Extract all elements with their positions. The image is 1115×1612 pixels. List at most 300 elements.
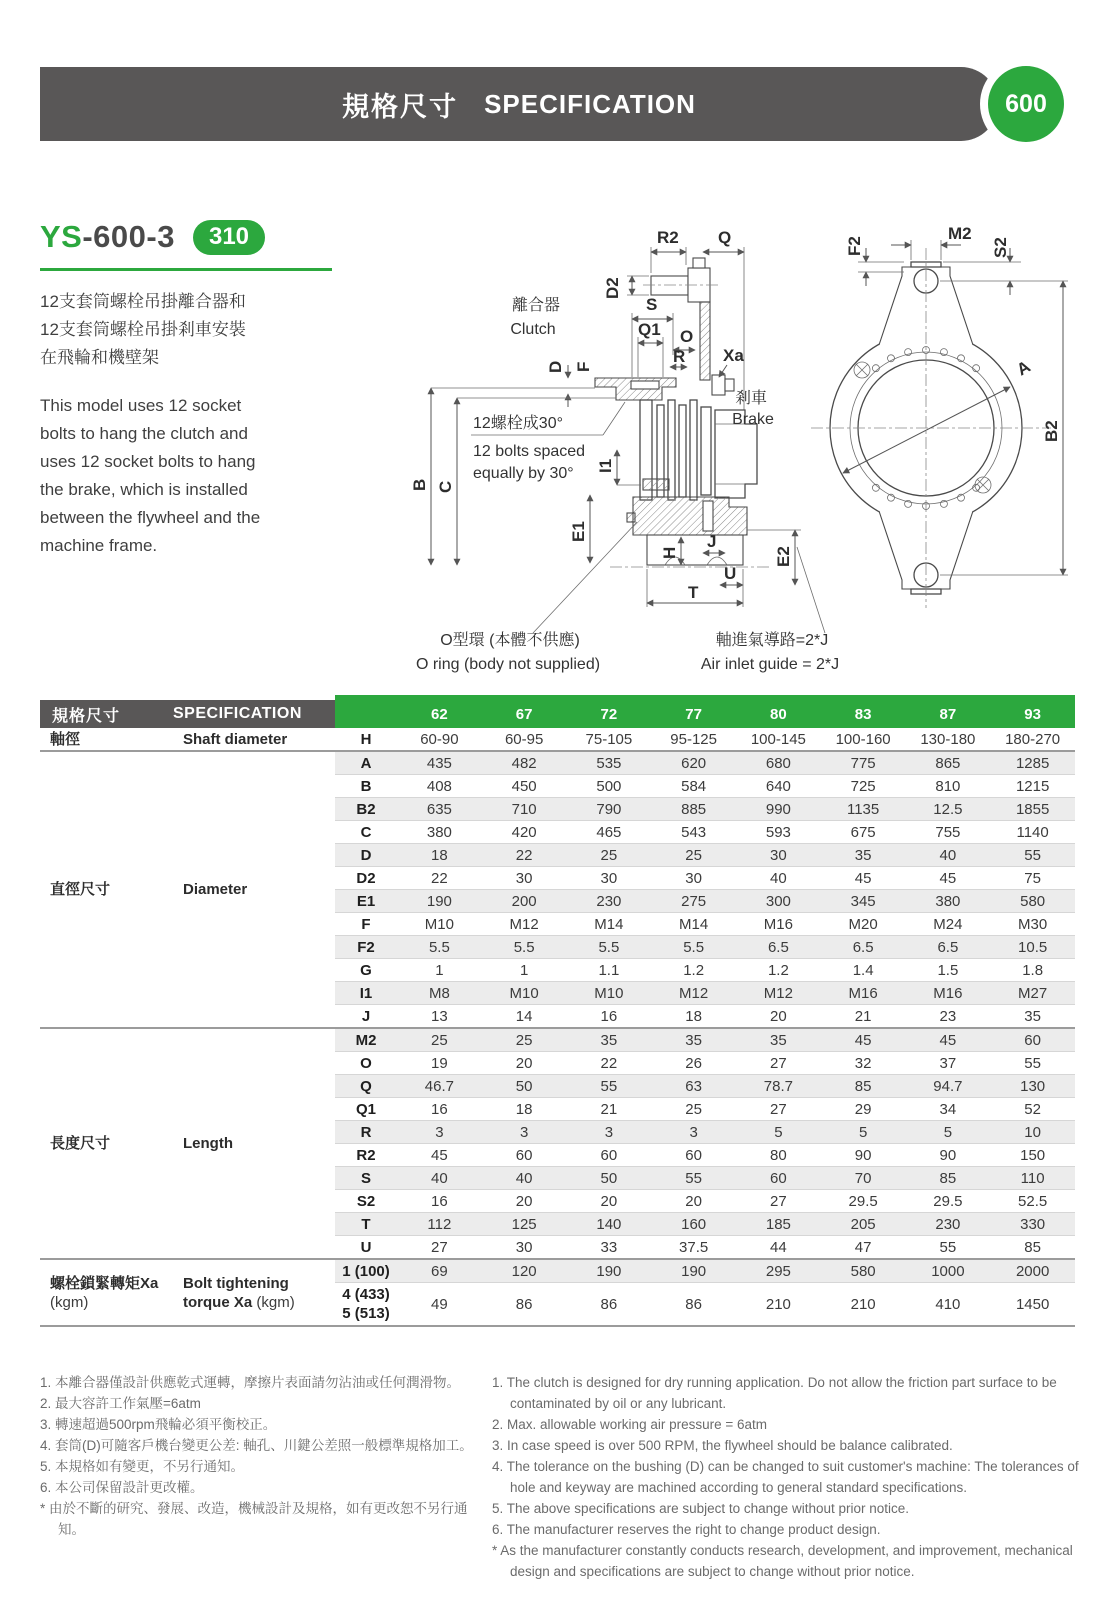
cell-value: 40 bbox=[906, 844, 991, 867]
note-line: 3. In case speed is over 500 RPM, the flywheel should be balance calibrated. bbox=[492, 1438, 953, 1453]
cell-value: 990 bbox=[736, 798, 821, 821]
description-zh-line: 在飛輪和機壁架 bbox=[40, 348, 159, 367]
row-letter: F2 bbox=[335, 936, 397, 959]
cell-value: 100-160 bbox=[821, 728, 906, 751]
cell-value: 295 bbox=[736, 1259, 821, 1283]
cell-value: 49 bbox=[397, 1283, 482, 1327]
cell-value: 80 bbox=[736, 1144, 821, 1167]
cell-value: 112 bbox=[397, 1213, 482, 1236]
cell-value: 50 bbox=[567, 1167, 652, 1190]
dim-F: F bbox=[574, 361, 593, 372]
group-label-en: Length bbox=[173, 1028, 335, 1259]
cell-value: 55 bbox=[990, 1052, 1075, 1075]
cell-value: 70 bbox=[821, 1167, 906, 1190]
cell-value: 52 bbox=[990, 1098, 1075, 1121]
cell-value: 22 bbox=[397, 867, 482, 890]
cell-value: 3 bbox=[567, 1121, 652, 1144]
row-letter: J bbox=[335, 1005, 397, 1029]
dim-Xa: Xa bbox=[723, 346, 744, 365]
cell-value: 755 bbox=[906, 821, 991, 844]
cell-value: 710 bbox=[482, 798, 567, 821]
cell-value: 810 bbox=[906, 775, 991, 798]
cell-value: 18 bbox=[397, 844, 482, 867]
cell-value: 55 bbox=[906, 1236, 991, 1260]
cell-value: 69 bbox=[397, 1259, 482, 1283]
cell-value: 85 bbox=[821, 1075, 906, 1098]
cell-value: 14 bbox=[482, 1005, 567, 1029]
cell-value: 5 bbox=[821, 1121, 906, 1144]
row-letter: S bbox=[335, 1167, 397, 1190]
cell-value: 45 bbox=[906, 867, 991, 890]
cell-value: 465 bbox=[567, 821, 652, 844]
cell-value: 40 bbox=[397, 1167, 482, 1190]
cell-value: 1.5 bbox=[906, 959, 991, 982]
cell-value: 25 bbox=[651, 1098, 736, 1121]
dim-B2: B2 bbox=[1042, 420, 1061, 442]
model-suffix: -600-3 bbox=[82, 219, 175, 254]
row-letter: D bbox=[335, 844, 397, 867]
label-oring-en: O ring (body not supplied) bbox=[415, 656, 601, 673]
cell-value: 85 bbox=[906, 1167, 991, 1190]
cell-value: 86 bbox=[651, 1283, 736, 1327]
note-line: * 由於不斷的研究、發展、改造，機械設計及規格，如有更改恕不另行通知。 bbox=[40, 1501, 468, 1537]
footnotes-zh bbox=[40, 1372, 492, 1540]
cell-value: 200 bbox=[482, 890, 567, 913]
cell-value: 23 bbox=[906, 1005, 991, 1029]
note-bolts-zh: 12螺栓成30° bbox=[473, 415, 563, 432]
label-air-zh: 軸進氣導路=2*J bbox=[715, 632, 829, 649]
cell-value: 3 bbox=[482, 1121, 567, 1144]
group-label-zh: 軸徑 bbox=[40, 728, 173, 751]
row-letter: O bbox=[335, 1052, 397, 1075]
cell-value: 543 bbox=[651, 821, 736, 844]
table-row bbox=[40, 1259, 1075, 1283]
dim-A: A bbox=[1013, 356, 1034, 380]
cell-value: 1285 bbox=[990, 751, 1075, 775]
cell-value: 640 bbox=[736, 775, 821, 798]
dim-T: T bbox=[688, 583, 699, 602]
cell-value: 5.5 bbox=[567, 936, 652, 959]
cell-value: 120 bbox=[482, 1259, 567, 1283]
note-bolts-en2: equally by 30° bbox=[473, 465, 574, 482]
cell-value: 29.5 bbox=[821, 1190, 906, 1213]
group-label-zh: 螺栓鎖緊轉矩Xa (kgm) bbox=[40, 1259, 173, 1326]
note-bolts-en1: 12 bolts spaced bbox=[473, 443, 586, 460]
cell-value: 330 bbox=[990, 1213, 1075, 1236]
row-letter: B2 bbox=[335, 798, 397, 821]
row-letter: F bbox=[335, 913, 397, 936]
row-letter: S2 bbox=[335, 1190, 397, 1213]
cell-value: M20 bbox=[821, 913, 906, 936]
cell-value: 125 bbox=[482, 1213, 567, 1236]
cell-value: 46.7 bbox=[397, 1075, 482, 1098]
note-line: 3. 轉速超過500rpm飛輪必須平衡校正。 bbox=[40, 1417, 277, 1432]
dim-J: J bbox=[707, 532, 717, 551]
cell-value: 35 bbox=[990, 1005, 1075, 1029]
cell-value: 300 bbox=[736, 890, 821, 913]
row-letter: 4 (433) 5 (513) bbox=[335, 1283, 397, 1327]
dim-S: S bbox=[646, 295, 658, 314]
model-title-row bbox=[40, 219, 265, 255]
cell-value: 45 bbox=[821, 867, 906, 890]
cell-value: 60 bbox=[651, 1144, 736, 1167]
size-column-header: 77 bbox=[651, 700, 736, 728]
cell-value: 37 bbox=[906, 1052, 991, 1075]
size-column-header: 80 bbox=[736, 700, 821, 728]
cell-value: 1855 bbox=[990, 798, 1075, 821]
dim-E1: E1 bbox=[569, 521, 588, 542]
cell-value: 100-145 bbox=[736, 728, 821, 751]
table-header-en: SPECIFICATION bbox=[173, 705, 302, 722]
cell-value: 20 bbox=[736, 1005, 821, 1029]
description-zh-line: 12支套筒螺栓吊掛離合器和 bbox=[40, 292, 246, 311]
group-label-en: Bolt tightening torque Xa (kgm) bbox=[173, 1259, 335, 1326]
dim-Q: Q bbox=[718, 228, 732, 247]
dim-Q1: Q1 bbox=[638, 320, 661, 339]
row-letter: Q bbox=[335, 1075, 397, 1098]
description-en: This model uses 12 socket bolts to hang the clutch and uses 12 socket bolts to hang the brake, which is installed between the flywheel and the machine frame. bbox=[40, 396, 261, 555]
cell-value: 20 bbox=[567, 1190, 652, 1213]
cell-value: 775 bbox=[821, 751, 906, 775]
size-column-header: 62 bbox=[397, 700, 482, 728]
cell-value: 90 bbox=[906, 1144, 991, 1167]
cell-value: 435 bbox=[397, 751, 482, 775]
model-prefix: YS bbox=[40, 219, 83, 254]
cell-value: 3 bbox=[397, 1121, 482, 1144]
side-view bbox=[410, 228, 839, 673]
row-letter: Q1 bbox=[335, 1098, 397, 1121]
table-row bbox=[40, 728, 1075, 751]
cell-value: 580 bbox=[990, 890, 1075, 913]
size-column-header: 72 bbox=[567, 700, 652, 728]
cell-value: 6.5 bbox=[736, 936, 821, 959]
cell-value: 18 bbox=[651, 1005, 736, 1029]
cell-value: 35 bbox=[821, 844, 906, 867]
title-underline bbox=[40, 268, 332, 271]
cell-value: 160 bbox=[651, 1213, 736, 1236]
cell-value: 30 bbox=[567, 867, 652, 890]
size-column-header: 93 bbox=[990, 700, 1075, 728]
cell-value: 1.2 bbox=[736, 959, 821, 982]
cell-value: 25 bbox=[651, 844, 736, 867]
cell-value: 5 bbox=[906, 1121, 991, 1144]
cell-value: 12.5 bbox=[906, 798, 991, 821]
group-label-en: Shaft diameter bbox=[173, 728, 335, 751]
cell-value: 94.7 bbox=[906, 1075, 991, 1098]
cell-value: M12 bbox=[651, 982, 736, 1005]
cell-value: 60-90 bbox=[397, 728, 482, 751]
size-column-header: 67 bbox=[482, 700, 567, 728]
note-line: 6. The manufacturer reserves the right to change product design. bbox=[492, 1522, 881, 1537]
cell-value: 190 bbox=[651, 1259, 736, 1283]
dim-S2: S2 bbox=[991, 237, 1010, 258]
cell-value: 535 bbox=[567, 751, 652, 775]
group-label-en: Diameter bbox=[173, 751, 335, 1028]
cell-value: M14 bbox=[567, 913, 652, 936]
cell-value: 180-270 bbox=[990, 728, 1075, 751]
cell-value: 16 bbox=[397, 1098, 482, 1121]
cell-value: 190 bbox=[397, 890, 482, 913]
cell-value: 482 bbox=[482, 751, 567, 775]
cell-value: 30 bbox=[482, 867, 567, 890]
label-clutch-zh: 離合器 bbox=[511, 297, 561, 314]
cell-value: 790 bbox=[567, 798, 652, 821]
cell-value: 22 bbox=[567, 1052, 652, 1075]
cell-value: 35 bbox=[736, 1028, 821, 1052]
size-column-header: 83 bbox=[821, 700, 906, 728]
cell-value: 30 bbox=[482, 1236, 567, 1260]
cell-value: 25 bbox=[567, 844, 652, 867]
cell-value: 275 bbox=[651, 890, 736, 913]
cell-value: 60 bbox=[482, 1144, 567, 1167]
cell-value: 60 bbox=[736, 1167, 821, 1190]
cell-value: 30 bbox=[736, 844, 821, 867]
cell-value: 32 bbox=[821, 1052, 906, 1075]
label-brake-zh: 剎車 bbox=[734, 390, 768, 407]
cell-value: 35 bbox=[567, 1028, 652, 1052]
cell-value: 85 bbox=[990, 1236, 1075, 1260]
dim-B: B bbox=[410, 478, 429, 491]
cell-value: 95-125 bbox=[651, 728, 736, 751]
dim-D: D bbox=[546, 360, 565, 373]
cell-value: 885 bbox=[651, 798, 736, 821]
cell-value: 10 bbox=[990, 1121, 1075, 1144]
header-title-zh: 規格尺寸 bbox=[342, 91, 459, 122]
cell-value: 78.7 bbox=[736, 1075, 821, 1098]
cell-value: 865 bbox=[906, 751, 991, 775]
cell-value: 30 bbox=[651, 867, 736, 890]
cell-value: 6.5 bbox=[906, 936, 991, 959]
cell-value: 210 bbox=[821, 1283, 906, 1327]
cell-value: 380 bbox=[397, 821, 482, 844]
cell-value: M8 bbox=[397, 982, 482, 1005]
note-line: 4. 套筒(D)可隨客戶機台變更公差: 軸孔、川鍵公差照一般標準規格加工。 bbox=[40, 1438, 473, 1453]
cell-value: 1.4 bbox=[821, 959, 906, 982]
group-label-zh: 長度尺寸 bbox=[40, 1028, 173, 1259]
cell-value: 55 bbox=[567, 1075, 652, 1098]
cell-value: 52.5 bbox=[990, 1190, 1075, 1213]
cell-value: 5.5 bbox=[651, 936, 736, 959]
technical-drawing bbox=[385, 195, 1105, 675]
cell-value: 40 bbox=[736, 867, 821, 890]
note-line: 5. 本規格如有變更，不另行通知。 bbox=[40, 1459, 245, 1474]
dim-H: H bbox=[660, 546, 679, 559]
cell-value: M10 bbox=[482, 982, 567, 1005]
row-letter: E1 bbox=[335, 890, 397, 913]
dim-I1: I1 bbox=[596, 458, 615, 473]
cell-value: 16 bbox=[397, 1190, 482, 1213]
cell-value: 44 bbox=[736, 1236, 821, 1260]
label-oring-zh: O型環 (本體不供應) bbox=[440, 632, 580, 649]
cell-value: 27 bbox=[397, 1236, 482, 1260]
cell-value: 1.2 bbox=[651, 959, 736, 982]
cell-value: 150 bbox=[990, 1144, 1075, 1167]
cell-value: 35 bbox=[651, 1028, 736, 1052]
description-zh-line: 12支套筒螺栓吊掛剎車安裝 bbox=[40, 320, 246, 339]
cell-value: 45 bbox=[821, 1028, 906, 1052]
label-air-en: Air inlet guide = 2*J bbox=[700, 656, 840, 673]
cell-value: 27 bbox=[736, 1052, 821, 1075]
row-letter: H bbox=[335, 728, 397, 751]
cell-value: 130-180 bbox=[906, 728, 991, 751]
cell-value: 2000 bbox=[990, 1259, 1075, 1283]
table-header-title bbox=[40, 700, 335, 728]
model-badge: 310 bbox=[193, 220, 265, 255]
note-line: * As the manufacturer constantly conducts research, development, and improvement, mechanical design and specifications are subject to change without prior notice. bbox=[492, 1543, 1073, 1579]
table-header-row bbox=[40, 700, 1075, 728]
cell-value: 620 bbox=[651, 751, 736, 775]
cell-value: 60-95 bbox=[482, 728, 567, 751]
row-letter: 1 (100) bbox=[335, 1259, 397, 1283]
cell-value: 680 bbox=[736, 751, 821, 775]
cell-value: 5.5 bbox=[397, 936, 482, 959]
cell-value: 45 bbox=[397, 1144, 482, 1167]
cell-value: 29 bbox=[821, 1098, 906, 1121]
cell-value: M16 bbox=[736, 913, 821, 936]
row-letter: C bbox=[335, 821, 397, 844]
cell-value: 16 bbox=[567, 1005, 652, 1029]
cell-value: 37.5 bbox=[651, 1236, 736, 1260]
table-row bbox=[40, 1028, 1075, 1052]
cell-value: 584 bbox=[651, 775, 736, 798]
dim-F2: F2 bbox=[845, 236, 864, 256]
cell-value: 25 bbox=[482, 1028, 567, 1052]
note-line: 6. 本公司保留設計更改權。 bbox=[40, 1480, 204, 1495]
cell-value: 55 bbox=[651, 1167, 736, 1190]
cell-value: 230 bbox=[567, 890, 652, 913]
spec-table-wrap bbox=[40, 700, 1075, 1327]
cell-value: 5 bbox=[736, 1121, 821, 1144]
note-line: 1. 本離合器僅設計供應乾式運轉，摩擦片表面請勿沾油或任何潤滑物。 bbox=[40, 1375, 461, 1390]
cell-value: 75-105 bbox=[567, 728, 652, 751]
cell-value: 10.5 bbox=[990, 936, 1075, 959]
cell-value: 13 bbox=[397, 1005, 482, 1029]
size-column-header: 87 bbox=[906, 700, 991, 728]
label-brake-en: Brake bbox=[732, 411, 774, 428]
cell-value: 1450 bbox=[990, 1283, 1075, 1327]
page-number-badge: 600 bbox=[988, 66, 1064, 142]
cell-value: 410 bbox=[906, 1283, 991, 1327]
front-view bbox=[811, 224, 1068, 608]
cell-value: 380 bbox=[906, 890, 991, 913]
cell-value: 33 bbox=[567, 1236, 652, 1260]
cell-value: 1.8 bbox=[990, 959, 1075, 982]
cell-value: 27 bbox=[736, 1098, 821, 1121]
cell-value: 29.5 bbox=[906, 1190, 991, 1213]
model-title bbox=[40, 219, 175, 255]
table-header-zh: 規格尺寸 bbox=[52, 707, 121, 725]
cell-value: M16 bbox=[906, 982, 991, 1005]
dim-O: O bbox=[680, 327, 694, 346]
cell-value: 34 bbox=[906, 1098, 991, 1121]
cell-value: 140 bbox=[567, 1213, 652, 1236]
footnotes-en bbox=[492, 1372, 1082, 1582]
cell-value: 47 bbox=[821, 1236, 906, 1260]
note-line: 5. The above specifications are subject to change without prior notice. bbox=[492, 1501, 909, 1516]
cell-value: 1 bbox=[397, 959, 482, 982]
dim-E2: E2 bbox=[774, 546, 793, 567]
page-header-bar bbox=[40, 67, 998, 141]
cell-value: 86 bbox=[482, 1283, 567, 1327]
cell-value: 86 bbox=[567, 1283, 652, 1327]
cell-value: 500 bbox=[567, 775, 652, 798]
row-letter: B bbox=[335, 775, 397, 798]
cell-value: 3 bbox=[651, 1121, 736, 1144]
cell-value: M12 bbox=[736, 982, 821, 1005]
cell-value: 1135 bbox=[821, 798, 906, 821]
cell-value: 210 bbox=[736, 1283, 821, 1327]
cell-value: 20 bbox=[651, 1190, 736, 1213]
cell-value: 190 bbox=[567, 1259, 652, 1283]
cell-value: 185 bbox=[736, 1213, 821, 1236]
cell-value: 1140 bbox=[990, 821, 1075, 844]
note-line: 1. The clutch is designed for dry running application. Do not allow the friction part surface to be contaminated by oil or any lubricant. bbox=[492, 1375, 1057, 1411]
label-clutch-en: Clutch bbox=[510, 321, 556, 338]
row-letter: R2 bbox=[335, 1144, 397, 1167]
cell-value: 21 bbox=[821, 1005, 906, 1029]
row-letter: I1 bbox=[335, 982, 397, 1005]
cell-value: 18 bbox=[482, 1098, 567, 1121]
dim-M2: M2 bbox=[948, 224, 972, 243]
note-line: 2. Max. allowable working air pressure = 6atm bbox=[492, 1417, 767, 1432]
cell-value: 420 bbox=[482, 821, 567, 844]
group-label-zh: 直徑尺寸 bbox=[40, 751, 173, 1028]
cell-value: 45 bbox=[906, 1028, 991, 1052]
cell-value: 90 bbox=[821, 1144, 906, 1167]
cell-value: 27 bbox=[736, 1190, 821, 1213]
cell-value: 55 bbox=[990, 844, 1075, 867]
cell-value: 345 bbox=[821, 890, 906, 913]
cell-value: 26 bbox=[651, 1052, 736, 1075]
cell-value: 1215 bbox=[990, 775, 1075, 798]
row-letter: A bbox=[335, 751, 397, 775]
cell-value: 593 bbox=[736, 821, 821, 844]
table-row bbox=[40, 751, 1075, 775]
cell-value: 110 bbox=[990, 1167, 1075, 1190]
row-letter: G bbox=[335, 959, 397, 982]
note-line: 2. 最大容許工作氣壓=6atm bbox=[40, 1396, 201, 1411]
dim-R: R bbox=[673, 347, 686, 366]
dim-C: C bbox=[436, 480, 455, 493]
row-letter: R bbox=[335, 1121, 397, 1144]
cell-value: 5.5 bbox=[482, 936, 567, 959]
cell-value: 1000 bbox=[906, 1259, 991, 1283]
dim-U: U bbox=[724, 564, 737, 583]
description-zh bbox=[40, 288, 246, 372]
cell-value: 450 bbox=[482, 775, 567, 798]
cell-value: 21 bbox=[567, 1098, 652, 1121]
cell-value: 580 bbox=[821, 1259, 906, 1283]
cell-value: M24 bbox=[906, 913, 991, 936]
cell-value: 130 bbox=[990, 1075, 1075, 1098]
cell-value: 725 bbox=[821, 775, 906, 798]
row-letter: D2 bbox=[335, 867, 397, 890]
dim-R2: R2 bbox=[657, 228, 679, 247]
row-letter: U bbox=[335, 1236, 397, 1260]
cell-value: 40 bbox=[482, 1167, 567, 1190]
cell-value: M16 bbox=[821, 982, 906, 1005]
cell-value: M10 bbox=[567, 982, 652, 1005]
cell-value: 25 bbox=[397, 1028, 482, 1052]
cell-value: 230 bbox=[906, 1213, 991, 1236]
cell-value: 60 bbox=[567, 1144, 652, 1167]
spec-table bbox=[40, 700, 1075, 1327]
cell-value: M12 bbox=[482, 913, 567, 936]
cell-value: 63 bbox=[651, 1075, 736, 1098]
cell-value: 75 bbox=[990, 867, 1075, 890]
cell-value: 1.1 bbox=[567, 959, 652, 982]
row-letter: M2 bbox=[335, 1028, 397, 1052]
